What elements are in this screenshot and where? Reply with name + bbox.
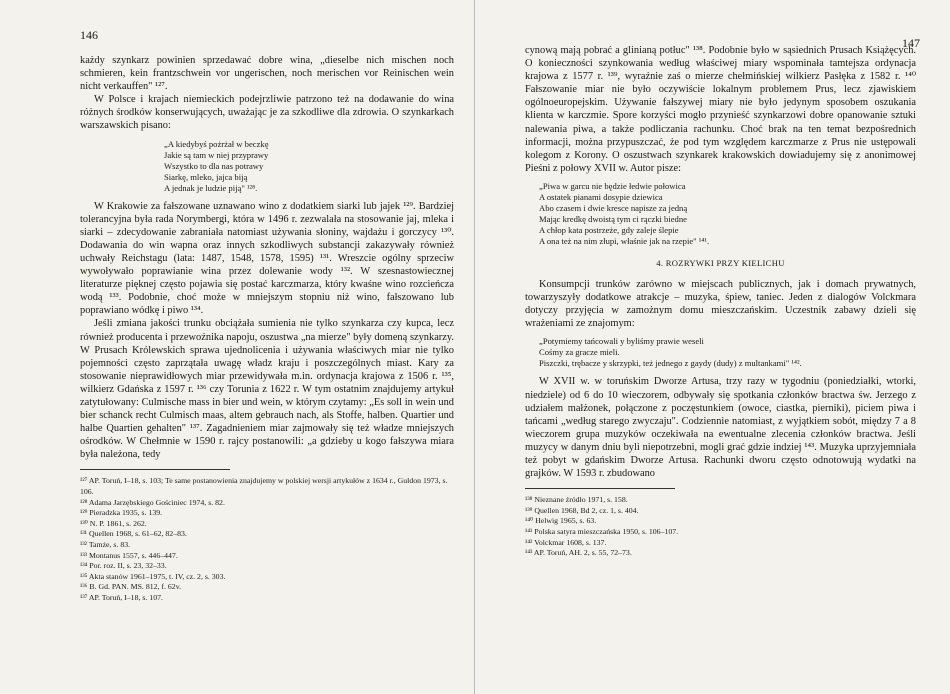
footnote: ¹²⁸ Adama Jarzębskiego Gościniec 1974, s. 82. <box>80 497 225 507</box>
poem-line: Siarkę, mleko, jajca biją <box>164 171 248 182</box>
footnote: ¹³⁹ Quellen 1968, Bd 2, cz. 1, s. 404. <box>525 505 639 515</box>
footnote: ¹⁴⁰ Helwig 1965, s. 63. <box>525 516 597 526</box>
paragraph: Konsumpcji trunków zarówno w miejscach publicznych, jak i domach prywatnych, towarzyszyły dodatkowe atrakcje – muzyka, śpiew, taniec. Jeden z dialogów Volckmara dotyczy przyjęcia w zamożnym domu mieszczańskim. Uczestnik zabawy dzieli się wrażeniami ze znajomym: <box>525 279 916 330</box>
footnote: ¹³⁸ Nieznane źródło 1971, s. 158. <box>525 495 628 505</box>
footnote: ¹²⁹ Pieradzka 1935, s. 139. <box>80 508 163 518</box>
paragraph: W Krakowie za fałszowane uznawano wino z dodatkiem siarki lub jajek ¹²⁹. Bardziej tolerancyjna była rada Norymbergi, która w 1496 r. zezwalała na stosowanie jaj, mleka i siarki – zdecydowanie zabraniała natomiast używania słoniny, wajdażu i gorczycy ¹³⁰. Dodawania do win wapna oraz innych szkodliwych substancji zakazywały również uchwały Reichstagu (lata: 1487, 1548, 1578, 1595) ¹³¹. Wreszcie ogólny sprzeciw wywoływało poprawianie wina przez dolewanie wody ¹³². W szesnastowiecznej literaturze pięknej często pojawia się postać karczmarza, który kwaśne wino rozcieńcza wodą ¹³³. Podobnie, choć może w mniejszym stopniu niż wino, fałszowano lub poprawiano wódkę i piwo ¹³⁴. <box>80 200 454 317</box>
footnote-divider <box>80 469 230 470</box>
paragraph: W XVII w. w toruńskim Dworze Artusa, trzy razy w tygodniu (poniedziałki, wtorki, niedziele) od 6 do 10 wieczorem, odbywały się spotkania członków bractwa św. Jerzego z udziałem małżonek, połączone z poczęstunkiem (owoce, ciastka, pierniki), piciem piwa i tańcami „według starego zwyczaju". Codziennie natomiast, z wyjątkiem sobót, między 7 a 8 wieczorem grupa muzyków oczekiwała na ewentualne zlecenia członków bractwa. Jeśli muzycy w danym dniu byli niepotrzebni, mogli grać gdzie indziej ¹⁴³. Muzyka uprzyjemniała też pobyt w gdańskim Dworze Artusa. Rachunki dworu często odnotowują wydatki na grajków. W 1593 r. zbudowano <box>525 376 916 480</box>
poem-line: A ostatek pianami dosypie dziewica <box>539 191 663 202</box>
section-heading: 4. ROZRYWKI PRZY KIELICHU <box>656 257 785 268</box>
poem-line: „Potymiemy tańcowali y byliśmy prawie weseli <box>539 336 704 347</box>
poem-line: Piszczki, trębacze y skrzypki, też jednego z gaydy (dudy) z multankami" ¹⁴². <box>539 358 802 369</box>
footnote: ¹⁴² Volckmar 1608, s. 137. <box>525 537 607 547</box>
footnote: ¹³⁰ N. P. 1861, s. 262. <box>80 518 147 528</box>
footnote-divider <box>525 488 675 489</box>
footnote: ¹⁴¹ Polska satyra mieszczańska 1950, s. 106–107. <box>525 526 679 536</box>
page-body <box>525 44 916 480</box>
footnotes <box>80 476 454 603</box>
page-body <box>80 54 454 461</box>
footnote: ¹³² Tamże, s. 83. <box>80 540 131 549</box>
paragraph: każdy szynkarz powinien sprzedawać dobre wina, „dieselbe nich mischen noch schmieren, kein frantzschwein vor ungerischen, noch merischen vor Reinischen wein nicht verkauffen" ¹²⁷. <box>80 55 454 93</box>
page-number: 146 <box>80 28 98 42</box>
poem-quote <box>539 181 916 247</box>
footnote: ¹²⁷ AP. Toruń, I–18, s. 103; Te same postanowienia znajdujemy w polskiej wersji artykułów z 1634 r., Guldon 1973, s. 106. <box>80 476 448 497</box>
footnote: ¹³¹ Quellen 1968, s. 61–62, 82–83. <box>80 529 187 539</box>
poem-line: „A kiedybyś pożrżał w beczkę <box>164 138 269 149</box>
footnote: ¹³⁵ Akta stanów 1961–1975, t. IV, cz. 2, s. 303. <box>80 571 226 581</box>
paragraph: Jeśli zmiana jakości trunku obciążała sumienia nie tylko szynkarza czy kupca, lecz również producenta i przewoźnika napoju, oszustwa „na mierze" były domeną szynkarzy. W Prusach Królewskich sprawa ujednolicenia i używania właściwych miar nie tylko pojemności często zaprzątała uwagę władz kraju i poszczególnych miast. Kary za stosowanie nieprawidłowych miar przewidywała m.in. ordynacja krajowa z 1506 r. ¹³⁵, wilkierz Gdańska z 1597 r. ¹³⁶ czy Torunia z 1622 r. W tym ostatnim znajdujemy artykuł zatytułowany: Culmische mass in bier und wein, w którym czytamy: „Es soll in wein und bier schanck recht Culmisch maas, altem gebrauch nach, als Stoffe, halben. Quartier und halbe Quartien gehalten" ¹³⁷. Zagadnieniem miar zajmowały się też władze mniejszych ośrodków. W Chełmnie w 1590 r. rajcy postanowili: „a gdzieby u kogo fałszywa miara była należona, tedy <box>80 318 454 461</box>
paragraph: W Polsce i krajach niemieckich podejrzliwie patrzono też na dodawanie do wina różnych środków konserwujących, uważając je za szkodliwe dla zdrowia. O szynkarkach warszawskich pisano: <box>80 94 454 132</box>
poem-line: A chłop kata postrzeże, gdy zaleje ślepie <box>539 224 679 235</box>
poem-line: A jednak je ludzie piją" ¹²⁸. <box>164 182 258 193</box>
footnote: ¹³⁶ B. Gd. PAN. MS. 812, f. 62v. <box>80 582 182 592</box>
right-page <box>475 0 950 694</box>
poem-line: Jakie są tam w niej przyprawy <box>164 149 269 160</box>
poem-line: Mając kredkę dwoistą tym ci rączki biedne <box>539 213 687 224</box>
page-number: 147 <box>902 36 920 50</box>
paragraph: cynową mają pobrać a glinianą potłuc" ¹³⁸. Podobnie było w sąsiednich Prusach Książęcych. O konieczności szynkowania według właściwej miary wspominała tamtejsza ordynacja krajowa z 1577 r. ¹³⁹, wyraźnie zaś o mierze chełmińskiej wilkierz Pasłęka z 1582 r. ¹⁴⁰ Fałszowanie miar nie było oczywiście lokalnym problemem Prus, lecz zjawiskiem ogólnoeuropejskim. Używanie fałszywej miary nie było jedynym sposobem oszukania klienta w karczmie. Spore korzyści mogło przynieść szynkarzowi dobre opanowanie sztuki nalewania piwa, a także podliczania rachunku. Choć brak na ten temat bezpośrednich informacji, można przypuszczać, że pod tym względem karczmarze z Prus nie ustępowali kolegom z Korony. O oszustwach szynkarek krakowskich dowiadujemy się z anonimowej Pieśni z połowy XVII w. Autor pisze: <box>525 45 916 174</box>
footnotes <box>525 495 916 559</box>
poem-line: Abo czasem i dwie kresce napisze za jedną <box>539 202 688 213</box>
poem-line: Wszystko to dla nas potrawy <box>164 160 264 171</box>
poem-line: A ona też na nim złupi, właśnie jak na rzepie" ¹⁴¹. <box>539 235 710 246</box>
footnote: ¹³⁷ AP. Toruń, I–18, s. 107. <box>80 592 163 602</box>
poem-line: Cośmy za gracze mieli. <box>539 347 620 358</box>
footnote: ¹³⁴ Por. roz. II, s. 23, 32–33. <box>80 561 167 571</box>
poem-quote <box>164 139 454 194</box>
footnote: ¹³³ Montanus 1557, s. 446–447. <box>80 550 178 560</box>
footnote: ¹⁴³ AP. Toruń, AH. 2, s. 55, 72–73. <box>525 548 632 558</box>
poem-quote <box>539 336 916 369</box>
poem-line: „Piwa w garcu nie będzie łedwie połowica <box>539 180 686 191</box>
